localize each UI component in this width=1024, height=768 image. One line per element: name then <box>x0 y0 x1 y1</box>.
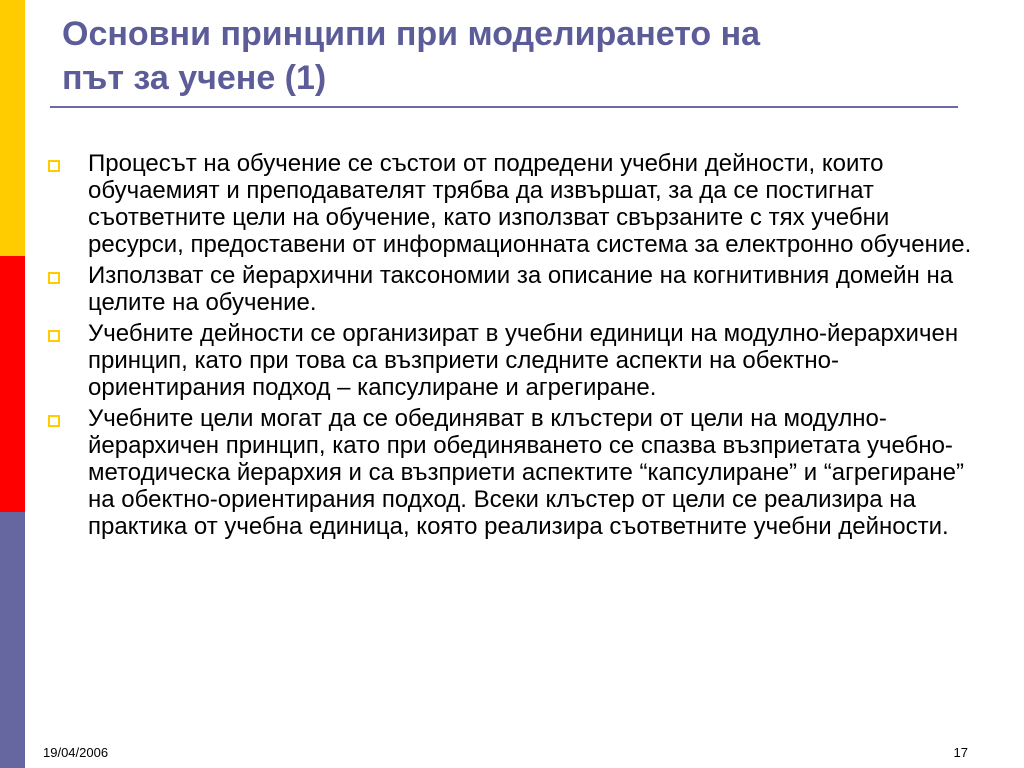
side-bar-red <box>0 256 25 512</box>
bullet-item-2 <box>42 262 972 316</box>
footer-date: 19/04/2006 <box>43 745 109 760</box>
square-bullet-icon <box>48 272 60 284</box>
side-bar-blue <box>0 512 25 768</box>
bullet-item-4 <box>42 405 972 540</box>
slide-title-line-2: път за учене (1) <box>62 59 327 97</box>
bullet-item-1 <box>42 150 972 258</box>
bullet-list <box>42 150 972 544</box>
bullet-text: Учебните дейности се организират в учебни единици на модулно-йерархичен принцип, като при това са възприети следните аспекти на обектно-ориентирания подход – капсулиране и агрегиране. <box>88 320 959 401</box>
bullet-text: Използват се йерархични таксономии за описание на когнитивния домейн на целите на обучение. <box>88 262 954 316</box>
title-divider <box>50 106 958 108</box>
bullet-text: Учебните цели могат да се обединяват в клъстери от цели на модулно-йерархичен принцип, като при обединяването се спазва възприетата учебно-методическа йерархия и са възприети аспектите “капсулиране” и “агрегиране” на обектно-ориентирания подход. Всеки клъстер от цели се реализира на практика от учебна единица, която реализира съответните учебни дейности. <box>88 405 965 540</box>
slide-title-line-1: Основни принципи при моделирането на <box>62 15 761 53</box>
square-bullet-icon <box>48 330 60 342</box>
square-bullet-icon <box>48 160 60 172</box>
side-bar-yellow <box>0 0 25 256</box>
square-bullet-icon <box>48 415 60 427</box>
bullet-item-3 <box>42 320 972 401</box>
slide-title <box>62 12 942 100</box>
footer-page-number: 17 <box>953 745 968 760</box>
bullet-text: Процесът на обучение се състои от подредени учебни дейности, които обучаемият и преподавателят трябва да извършат, за да се постигнат съответните цели на обучение, като използват свързаните с тях учебни ресурси, предоставени от информационната система за електронно обучение. <box>88 150 972 258</box>
